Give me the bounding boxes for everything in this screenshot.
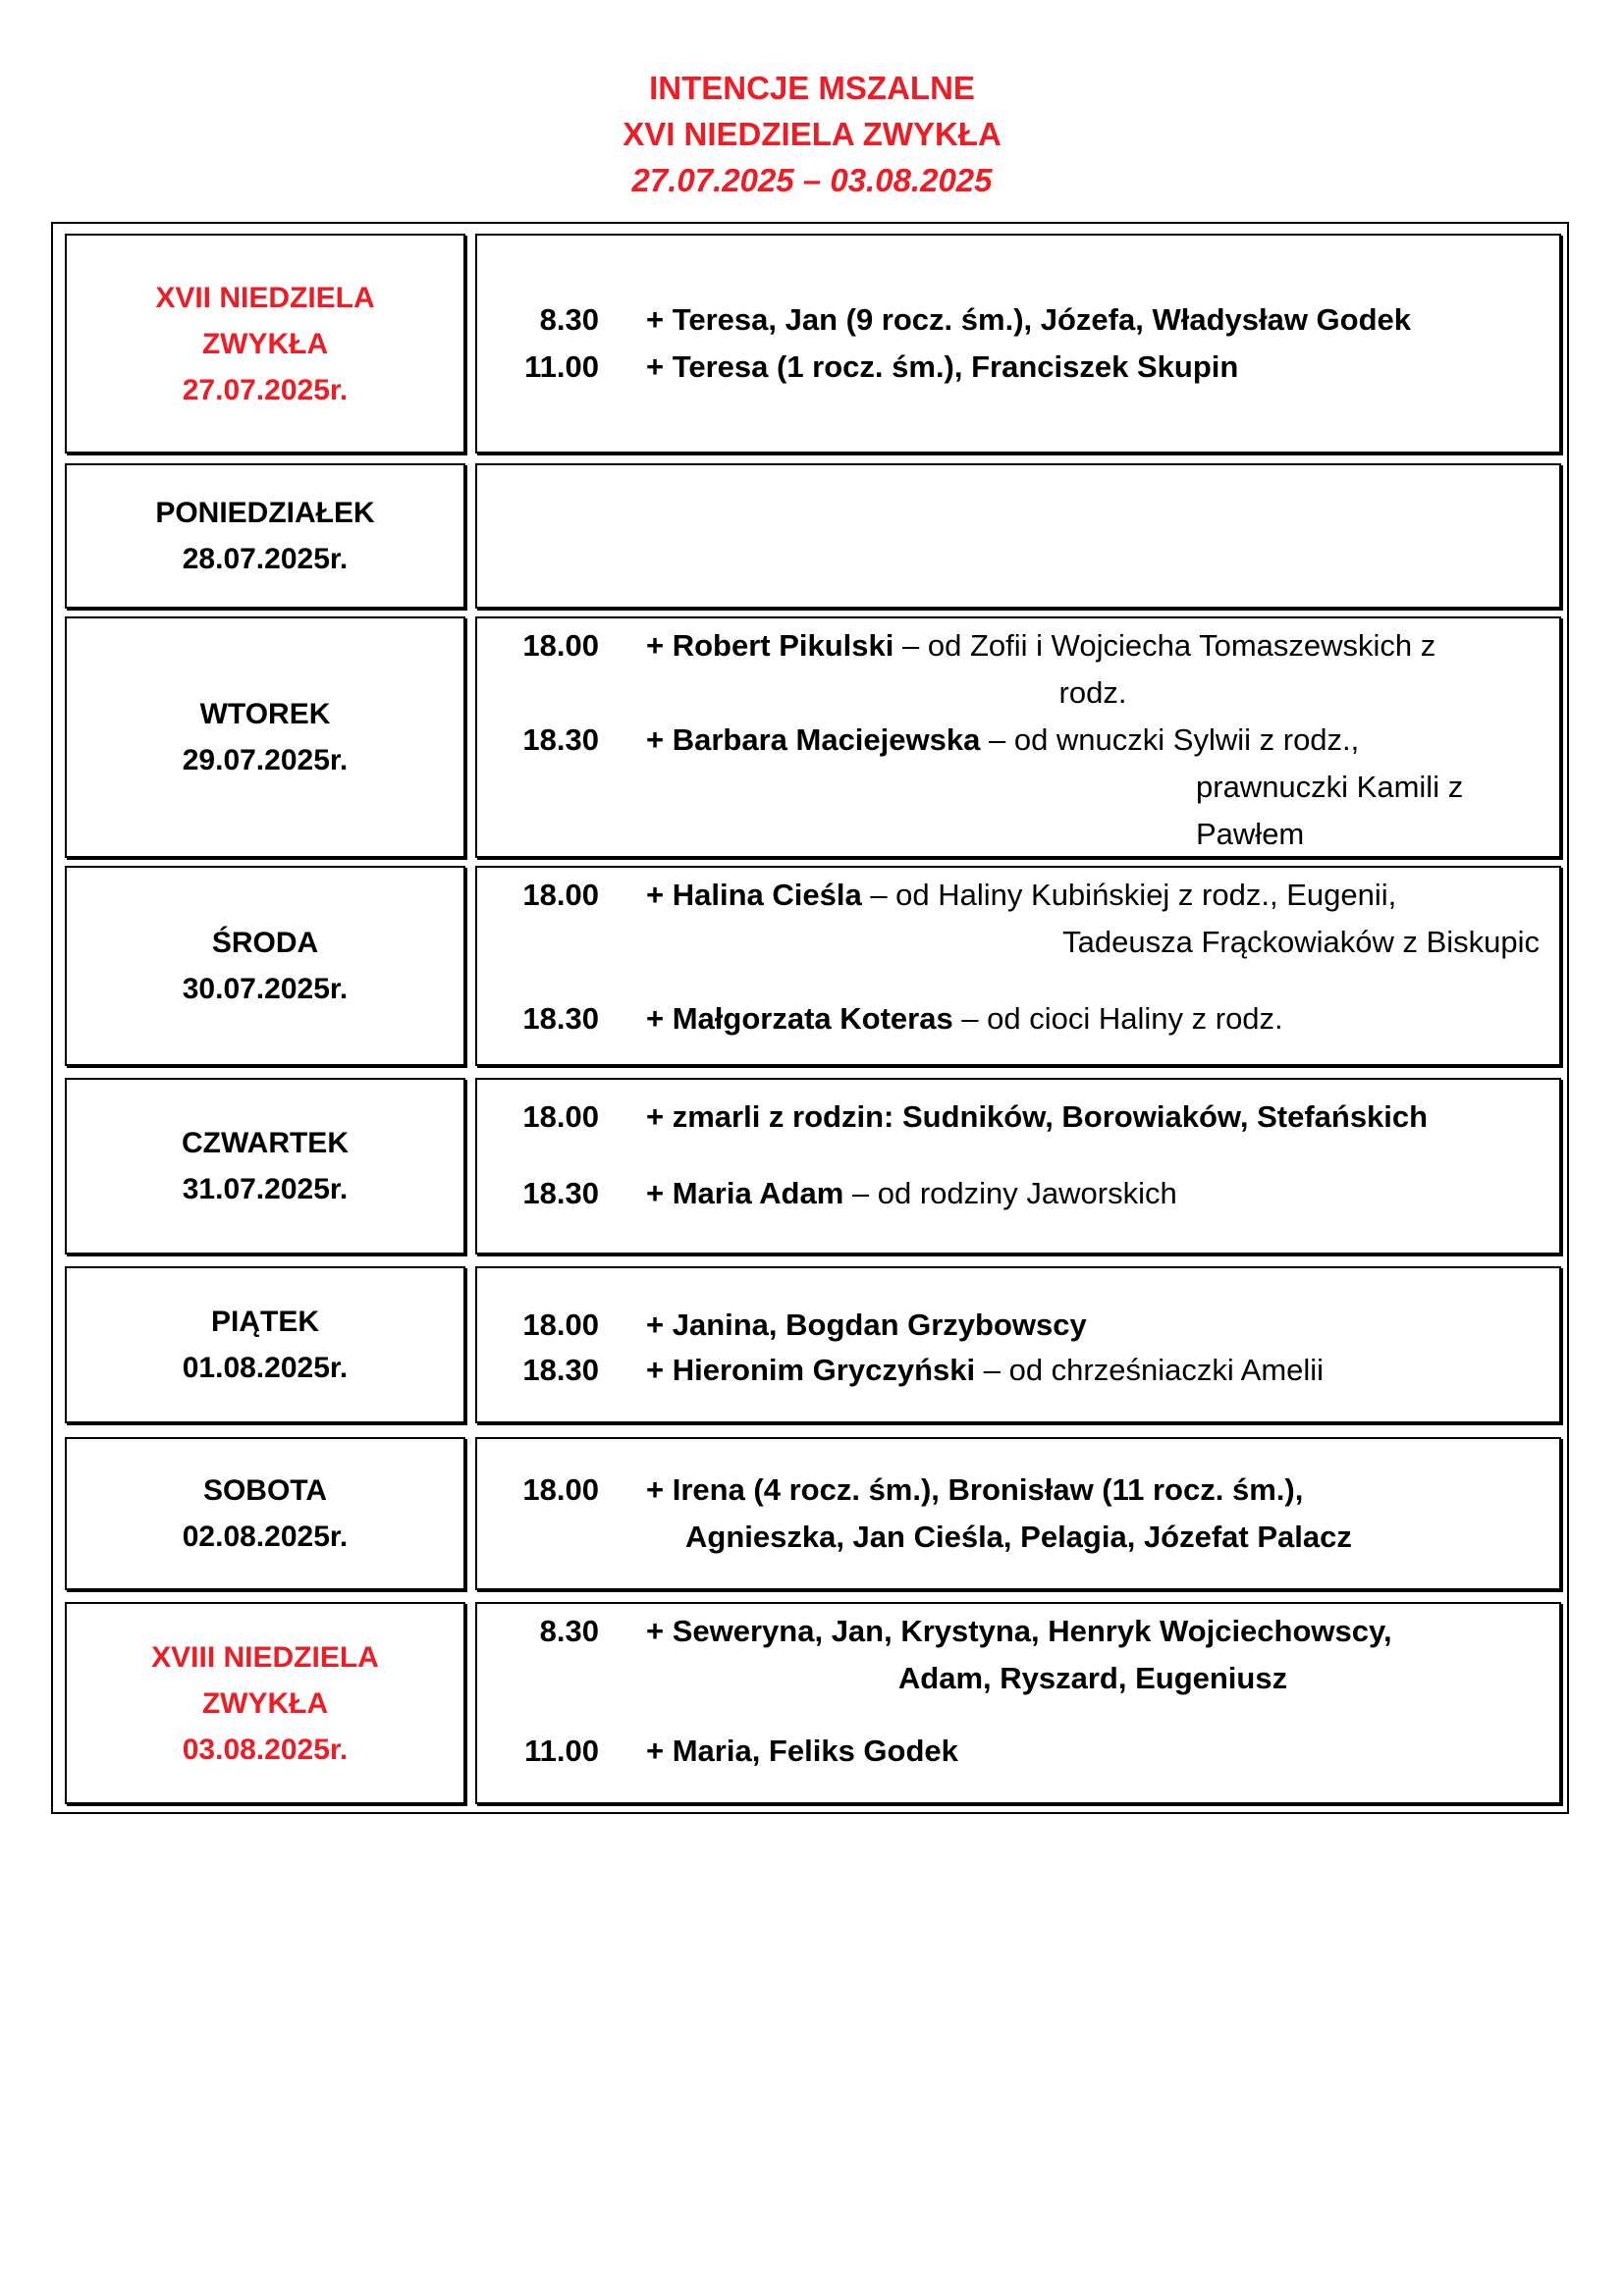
intention-name: + Teresa (1 rocz. śm.), Franciszek Skupin — [646, 349, 1239, 384]
intention-name: + Małgorzata Koteras — [646, 1001, 953, 1036]
mass-time: 18.00 — [522, 1472, 599, 1507]
masses-cell — [475, 866, 1561, 1066]
day-cell — [65, 1266, 465, 1423]
intention-name: + Maria, Feliks Godek — [646, 1734, 958, 1768]
day-name: ZWYKŁA — [201, 1686, 329, 1720]
mass-time: 18.30 — [522, 722, 599, 757]
date-range: 27.07.2025 – 03.08.2025 — [631, 162, 993, 198]
day-date: 03.08.2025r. — [182, 1733, 349, 1766]
masses-cell — [475, 1437, 1561, 1590]
day-cell — [65, 1602, 465, 1804]
intention-name: + zmarli z rodzin: Sudników, Borowiaków, Stefańskich — [646, 1099, 1429, 1134]
masses-cell — [475, 616, 1561, 858]
intention-donor: – od cioci Haliny z rodz. — [952, 1001, 1283, 1036]
intention-name: + Hieronim Gryczyński — [646, 1353, 976, 1387]
day-name: XVIII NIEDZIELA — [151, 1640, 379, 1674]
masses-cell — [475, 234, 1561, 454]
day-name: ZWYKŁA — [201, 327, 329, 360]
day-name: WTOREK — [199, 698, 331, 730]
mass-time: 11.00 — [524, 349, 599, 384]
intention-name: + Teresa, Jan (9 rocz. śm.), Józefa, Władysław Godek — [646, 302, 1412, 337]
day-name: XVII NIEDZIELA — [155, 281, 375, 314]
day-cell — [65, 1078, 465, 1255]
day-name: SOBOTA — [202, 1474, 328, 1507]
intention-name: + Halina Cieśla — [646, 878, 862, 912]
mass-time: 11.00 — [524, 1734, 599, 1768]
masses-cell — [475, 1078, 1561, 1255]
day-cell — [65, 866, 465, 1066]
intention-name: + Janina, Bogdan Grzybowscy — [646, 1308, 1087, 1342]
day-name: PIĄTEK — [210, 1306, 319, 1338]
day-name: ŚRODA — [211, 927, 319, 959]
day-date: 29.07.2025r. — [182, 744, 349, 776]
intention-donor: – od chrześniaczki Amelii — [975, 1353, 1325, 1387]
mass-time: 18.00 — [522, 628, 599, 663]
day-name: CZWARTEK — [182, 1127, 349, 1159]
day-cell — [65, 234, 465, 454]
intention-name: + Barbara Maciejewska — [646, 722, 981, 757]
intention-continuation: Agnieszka, Jan Cieśla, Pelagia, Józefat Palacz — [685, 1520, 1352, 1554]
mass-time: 8.30 — [539, 1614, 599, 1648]
intention-donor: – od wnuczki Sylwii z rodz., — [980, 722, 1360, 757]
intention-name: + Robert Pikulski — [646, 628, 894, 663]
intention-continuation: Tadeusza Frąckowiaków z Biskupic — [1062, 925, 1540, 959]
title-line-2: XVI NIEDZIELA ZWYKŁA — [623, 116, 1001, 152]
mass-time: 18.00 — [522, 1099, 599, 1134]
day-date: 27.07.2025r. — [182, 373, 349, 406]
day-date: 01.08.2025r. — [182, 1352, 349, 1384]
masses-cell — [475, 1266, 1561, 1423]
intention-donor: – od rodziny Jaworskich — [843, 1176, 1177, 1210]
title-line-1: INTENCJE MSZALNE — [649, 70, 975, 106]
intention-continuation: Adam, Ryszard, Eugeniusz — [897, 1661, 1288, 1695]
page-header — [0, 65, 1624, 203]
intention-continuation: prawnuczki Kamili z — [1196, 770, 1464, 804]
masses-cell — [475, 1602, 1561, 1804]
intention-name: + Irena (4 rocz. śm.), Bronisław (11 rocz. śm.), — [646, 1472, 1304, 1507]
day-cell — [65, 616, 465, 858]
day-date: 30.07.2025r. — [182, 973, 349, 1005]
intention-donor: – od Zofii i Wojciecha Tomaszewskich z — [893, 628, 1436, 663]
intention-name: + Maria Adam — [646, 1176, 844, 1210]
mass-time: 8.30 — [539, 302, 599, 337]
mass-time: 18.00 — [522, 1308, 599, 1342]
intention-donor: – od Haliny Kubińskiej z rodz., Eugenii, — [861, 878, 1397, 912]
intention-continuation: Pawłem — [1196, 817, 1305, 851]
masses-cell — [475, 463, 1561, 609]
day-date: 28.07.2025r. — [182, 543, 349, 575]
schedule-table — [51, 222, 1569, 1814]
mass-time: 18.30 — [522, 1353, 599, 1387]
intention-continuation: rodz. — [1058, 675, 1127, 710]
day-date: 02.08.2025r. — [182, 1521, 349, 1553]
mass-time: 18.30 — [522, 1176, 599, 1210]
day-name: PONIEDZIAŁEK — [155, 497, 375, 529]
mass-time: 18.00 — [522, 878, 599, 912]
day-cell — [65, 463, 465, 609]
day-date: 31.07.2025r. — [182, 1173, 349, 1205]
day-cell — [65, 1437, 465, 1590]
intention-name: + Seweryna, Jan, Krystyna, Henryk Wojciechowscy, — [646, 1614, 1392, 1648]
mass-time: 18.30 — [522, 1001, 599, 1036]
